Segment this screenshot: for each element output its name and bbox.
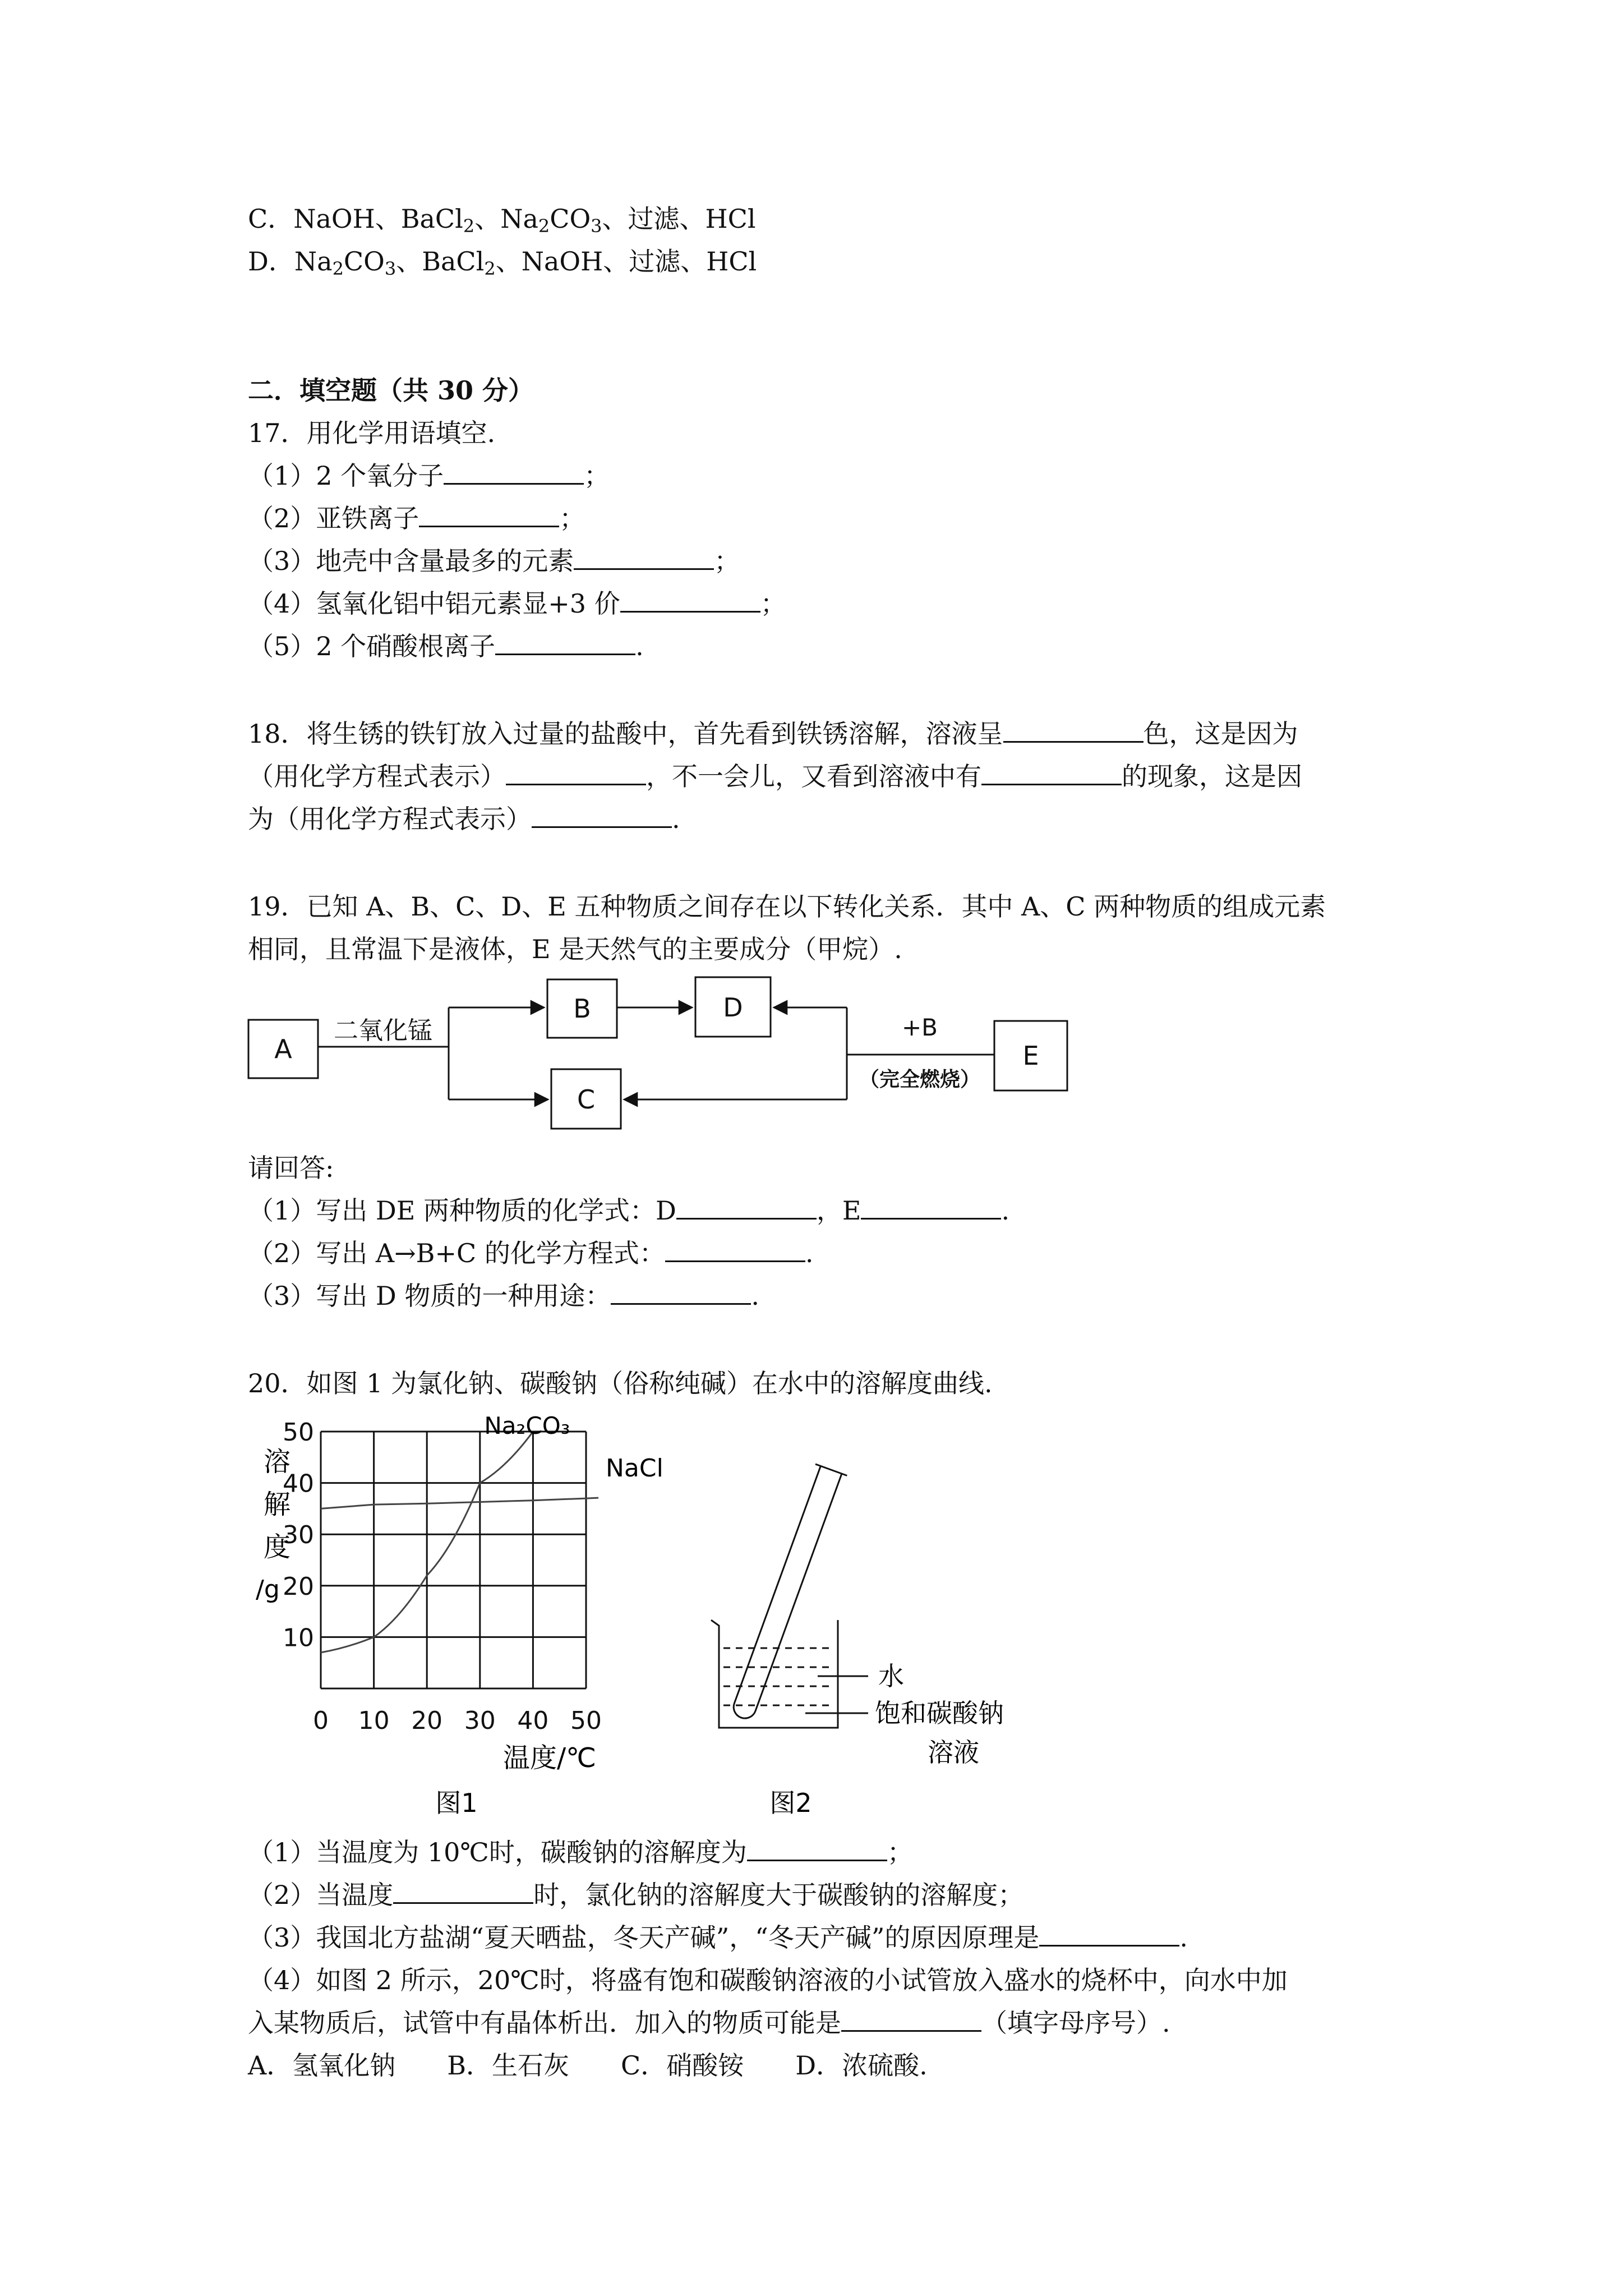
q19-line-2: 相同，且常温下是液体，E 是天然气的主要成分（甲烷）.: [248, 934, 902, 964]
beaker: [711, 1620, 838, 1728]
label-plus-b: +B: [901, 1014, 938, 1041]
label-c: C: [577, 1084, 596, 1115]
ytick-label: 20: [283, 1572, 314, 1601]
q20-item-4b: 入某物质后，试管中有晶体析出．加入的物质可能是 （填字母序号）.: [248, 2008, 1170, 2038]
answer-blank[interactable]: [1039, 1922, 1179, 1947]
xtick-label: 10: [358, 1706, 390, 1735]
ylabel-char-4: /g: [256, 1575, 280, 1604]
answer-blank[interactable]: [841, 2008, 981, 2032]
ylabel-char-2: 解: [264, 1489, 291, 1520]
q20-item-1: （1）当温度为 10℃时，碳酸钠的溶解度为 ；: [248, 1837, 913, 1867]
option-d: D．$Na_2CO_3$、BaCl$_2$、NaOH、过滤、HCl: [248, 246, 757, 279]
fig1-caption: 图1: [435, 1788, 478, 1818]
q20-stem: 20．如图 1 为氯化钠、碳酸钠（俗称纯碱）在水中的溶解度曲线.: [248, 1368, 993, 1398]
series-nacl-line: [321, 1498, 586, 1508]
q20-item-3: （3）我国北方盐湖“夏天晒盐，冬天产碱”，“冬天产碱”的原因原理是 .: [248, 1922, 1188, 1953]
q17-item-2: （2）亚铁离子 ；: [248, 503, 585, 533]
q19-answer-2: （2）写出 A→B+C 的化学方程式： .: [248, 1238, 814, 1268]
q19-answer-3: （3）写出 D 物质的一种用途： .: [248, 1281, 760, 1311]
ylabel-char-1: 溶: [264, 1446, 291, 1478]
section-title: 二．填空题（共 30 分）: [248, 375, 534, 406]
label-catalyst: 二氧化锰: [334, 1016, 432, 1045]
beaker-figure: [711, 1464, 1004, 1818]
xtick-label: 30: [464, 1706, 496, 1735]
ytick-label: 30: [283, 1521, 314, 1550]
q18-line-2: （用化学方程式表示） ，不一会儿，又看到溶液中有 的现象，这是因: [248, 761, 1302, 792]
ylabel-char-3: 度: [264, 1531, 291, 1563]
q17-item-1: （1）2 个氧分子 ；: [248, 461, 610, 491]
label-b: B: [573, 993, 591, 1024]
q17-item-4: （4）氢氧化铝中铝元素显+3 价 ；: [248, 588, 786, 619]
solution-label-1: 饱和碳酸钠: [875, 1698, 1004, 1728]
option-c: C．NaOH、BaCl$_2$、$Na_2CO_3$、过滤、HCl: [248, 204, 756, 237]
q17-stem: 17．用化学用语填空.: [248, 418, 496, 448]
q17-item-5: （5）2 个硝酸根离子 .: [248, 631, 644, 661]
q19-ask: 请回答:: [248, 1153, 334, 1183]
label-e: E: [1022, 1041, 1039, 1071]
q19-answer-1: （1）写出 DE 两种物质的化学式：D ，E .: [248, 1195, 1010, 1226]
q18-line-1: 18．将生锈的铁钉放入过量的盐酸中，首先看到铁锈溶解，溶液呈 色，这是因为: [248, 719, 1298, 749]
answer-blank[interactable]: [747, 1837, 887, 1861]
fig2-caption: 图2: [769, 1788, 812, 1818]
water-label: 水: [878, 1661, 904, 1691]
answer-blank[interactable]: [393, 1880, 533, 1904]
xlabel: 温度/℃: [502, 1742, 597, 1774]
xtick-label: 40: [517, 1706, 549, 1735]
q20-item-2: （2）当温度 时，氯化钠的溶解度大于碳酸钠的溶解度；: [248, 1880, 1024, 1910]
label-d: D: [723, 992, 743, 1023]
ytick-label: 40: [283, 1469, 314, 1498]
test-tube: [725, 1464, 847, 1723]
ytick-label: 50: [283, 1418, 314, 1447]
xtick-label: 50: [570, 1706, 602, 1735]
xtick-label: 20: [411, 1706, 443, 1735]
na2co3-label: Na₂CO₃: [484, 1412, 570, 1439]
label-burn: （完全燃烧）: [859, 1068, 981, 1091]
solution-label-2: 溶液: [928, 1737, 979, 1768]
label-a: A: [274, 1034, 292, 1064]
q18-line-3: 为（用化学方程式表示） .: [248, 804, 680, 834]
q20-options: A．氢氧化钠 B．生石灰 C．硝酸铵 D．浓硫酸.: [248, 2050, 928, 2081]
ytick-label: 10: [283, 1623, 314, 1653]
q20-item-4a: （4）如图 2 所示，20℃时，将盛有饱和碳酸钠溶液的小试管放入盛水的烧杯中，向水中加: [248, 1965, 1288, 1995]
nacl-label: NaCl: [606, 1454, 663, 1483]
xtick-label: 0: [313, 1706, 329, 1735]
q19-line-1: 19．已知 A、B、C、D、E 五种物质之间存在以下转化关系．其中 A、C 两种物质的组成元素: [248, 891, 1326, 922]
q17-item-3: （3）地壳中含量最多的元素 ；: [248, 546, 740, 576]
